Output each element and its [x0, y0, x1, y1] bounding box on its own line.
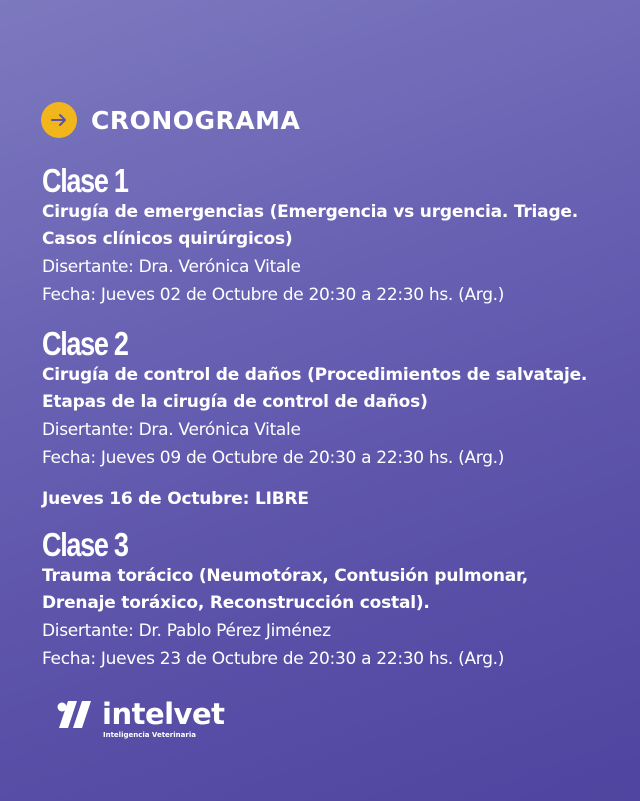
section-header: [41, 102, 300, 138]
page-title: CRONOGRAMA: [91, 105, 301, 135]
clase-1-block: [42, 163, 578, 309]
clase-3-topic-line-1: Trauma torácico (Neumotórax, Contusión pulmonar,: [42, 566, 528, 586]
clase-2-disertante: Disertante: Dra. Verónica Vitale: [42, 420, 301, 440]
logo-tagline: Inteligencia Veterinaria: [103, 731, 196, 739]
clase-2-topic-line-1: Cirugía de control de daños (Procedimientos de salvataje.: [42, 365, 588, 385]
clase-3-disertante: Disertante: Dr. Pablo Pérez Jiménez: [42, 621, 331, 641]
clase-1-fecha: Fecha: Jueves 02 de Octubre de 20:30 a 22:30 hs. (Arg.): [42, 285, 505, 305]
clase-2-topic-line-2: Etapas de la cirugía de control de daños): [42, 392, 428, 412]
arrow-right-icon: [41, 102, 77, 138]
libre-notice: Jueves 16 de Octubre: LIBRE: [42, 489, 309, 509]
clase-3-fecha: Fecha: Jueves 23 de Octubre de 20:30 a 22:30 hs. (Arg.): [42, 649, 505, 669]
clase-2-fecha: Fecha: Jueves 09 de Octubre de 20:30 a 22:30 hs. (Arg.): [42, 448, 505, 468]
intelvet-logo-icon: [56, 698, 94, 730]
clase-3-block: [42, 527, 528, 673]
clase-1-disertante: Disertante: Dra. Verónica Vitale: [42, 257, 301, 277]
clase-1-topic-line-2: Casos clínicos quirúrgicos): [42, 229, 293, 249]
logo-wordmark: intelvet: [102, 697, 225, 731]
clase-2-block: [42, 326, 587, 472]
clase-1-topic-line-1: Cirugía de emergencias (Emergencia vs urgencia. Triage.: [42, 202, 578, 222]
intelvet-logo: [56, 698, 225, 739]
clase-1-title: Clase 1: [42, 162, 128, 199]
clase-2-title: Clase 2: [42, 325, 128, 362]
clase-3-title: Clase 3: [42, 526, 128, 563]
clase-3-topic-line-2: Drenaje toráxico, Reconstrucción costal).: [42, 593, 430, 613]
